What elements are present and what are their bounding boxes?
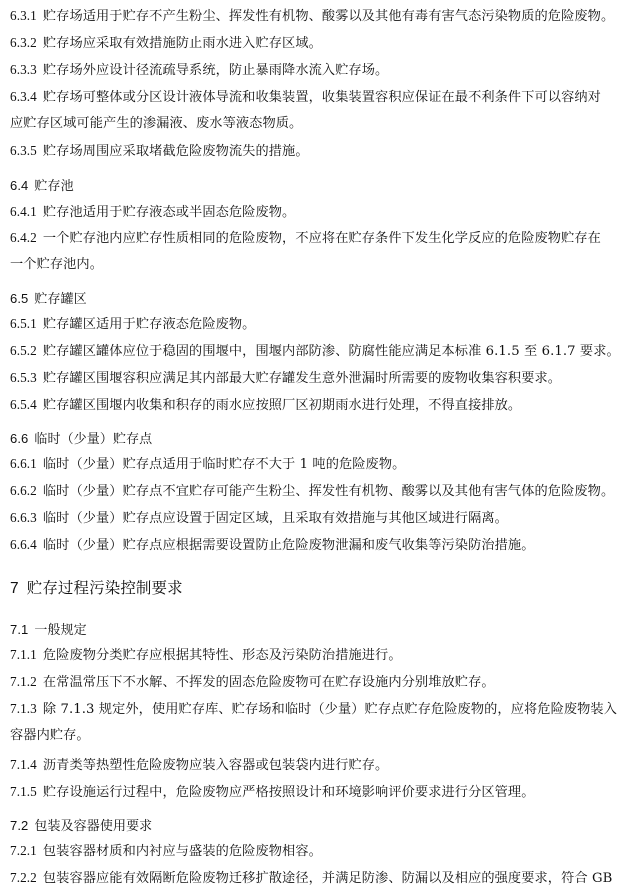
clause-6-5-3 — [10, 369, 636, 388]
clause-number: 7.2.1 — [10, 843, 37, 858]
clause-text: 贮存场可整体或分区设计液体导流和收集装置，收集装置容积应保证在最不利条件下可以容纳对 — [42, 90, 601, 105]
clause-text: 临时（少量）贮存点应根据需要设置防止危险废物泄漏和废气收集等污染防治措施。 — [42, 538, 535, 553]
clause-text: 贮存罐区围堰容积应满足其内部最大贮存罐发生意外泄漏时所需要的废物收集容积要求。 — [42, 371, 562, 386]
clause-7-1-5 — [10, 783, 636, 802]
clause-6-3-4-continuation: 应贮存区域可能产生的渗漏液、废水等液态物质。 — [10, 116, 303, 131]
clause-number: 7.1.3 — [10, 701, 37, 716]
clause-number: 6.3.5 — [10, 143, 37, 158]
clause-7-2-2 — [10, 869, 636, 888]
clause-6-3-2 — [10, 34, 636, 53]
section-heading-6-4 — [10, 177, 636, 196]
clause-number: 6.3.3 — [10, 62, 37, 77]
clause-number: 6.6.2 — [10, 483, 37, 498]
chapter-title: 贮存过程污染控制要求 — [26, 579, 183, 597]
clause-text: 包装容器材质和内衬应与盛装的危险废物相容。 — [42, 844, 322, 859]
clause-text: 贮存场适用于贮存不产生粉尘、挥发性有机物、酸雾以及其他有毒有害气态污染物质的危险废物。 — [42, 9, 615, 24]
clause-6-5-1 — [10, 315, 636, 334]
clause-number: 6.3.1 — [10, 8, 37, 23]
clause-number: 7.2.2 — [10, 870, 37, 885]
clause-text: 一个贮存池内应贮存性质相同的危险废物，不应将在贮存条件下发生化学反应的危险废物贮存在 — [42, 231, 601, 246]
clause-6-4-2-continuation: 一个贮存池内。 — [10, 257, 104, 272]
clause-number: 7.1.4 — [10, 757, 37, 772]
clause-number: 7.1.2 — [10, 674, 37, 689]
section-title: 贮存罐区 — [34, 292, 87, 307]
clause-6-6-4 — [10, 536, 636, 555]
clause-number: 6.6.1 — [10, 456, 37, 471]
section-title: 贮存池 — [34, 179, 74, 194]
clause-7-1-3-continuation: 容器内贮存。 — [10, 728, 90, 743]
clause-number: 6.6.4 — [10, 537, 37, 552]
clause-number: 7.1.5 — [10, 784, 37, 799]
clause-number: 6.4.2 — [10, 230, 37, 245]
section-heading-6-5 — [10, 290, 636, 309]
clause-7-2-1 — [10, 842, 636, 861]
clause-text: 危险废物分类贮存应根据其特性、形态及污染防治措施进行。 — [42, 648, 402, 663]
section-title: 临时（少量）贮存点 — [34, 432, 153, 447]
clause-6-4-1 — [10, 203, 636, 222]
section-number: 7.2 — [10, 818, 29, 833]
clause-text: 贮存场应采取有效措施防止雨水进入贮存区域。 — [42, 36, 322, 51]
section-number: 6.5 — [10, 291, 29, 306]
clause-6-4-2 — [10, 229, 636, 248]
clause-6-6-2 — [10, 482, 636, 501]
clause-number: 6.5.4 — [10, 397, 37, 412]
clause-text: 贮存场周围应采取堵截危险废物流失的措施。 — [42, 144, 309, 159]
clause-text: 沥青类等热塑性危险废物应装入容器或包装袋内进行贮存。 — [42, 758, 389, 773]
clause-text: 贮存场外应设计径流疏导系统，防止暴雨降水流入贮存场。 — [42, 63, 389, 78]
chapter-heading-7 — [10, 578, 636, 599]
clause-6-5-2 — [10, 342, 636, 361]
clause-number: 6.5.2 — [10, 343, 37, 358]
clause-6-3-5 — [10, 142, 636, 161]
clause-text: 贮存罐区适用于贮存液态危险废物。 — [42, 317, 256, 332]
section-heading-7-1 — [10, 621, 636, 640]
clause-text: 临时（少量）贮存点应设置于固定区域，且采取有效措施与其他区域进行隔离。 — [42, 511, 508, 526]
clause-number: 6.3.4 — [10, 89, 37, 104]
section-heading-6-6 — [10, 430, 636, 449]
clause-number: 6.3.2 — [10, 35, 37, 50]
clause-number: 6.5.1 — [10, 316, 37, 331]
clause-text: 包装容器应能有效隔断危险废物迁移扩散途径，并满足防渗、防漏以及相应的强度要求，符合 GB — [42, 871, 613, 886]
clause-number: 6.4.1 — [10, 204, 37, 219]
clause-text: 贮存池适用于贮存液态或半固态危险废物。 — [42, 205, 296, 220]
clause-text: 临时（少量）贮存点不宜贮存可能产生粉尘、挥发性有机物、酸雾以及其他有害气体的危险废物。 — [42, 484, 615, 499]
clause-text: 临时（少量）贮存点适用于临时贮存不大于 1 吨的危险废物。 — [42, 457, 406, 472]
clause-7-1-3 — [10, 700, 636, 719]
clause-6-6-3 — [10, 509, 636, 528]
clause-number: 6.5.3 — [10, 370, 37, 385]
section-title: 包装及容器使用要求 — [34, 819, 153, 834]
section-number: 6.6 — [10, 431, 29, 446]
clause-text: 贮存设施运行过程中，危险废物应严格按照设计和环境影响评价要求进行分区管理。 — [42, 785, 535, 800]
clause-text: 贮存罐区围堰内收集和积存的雨水应按照厂区初期雨水进行处理，不得直接排放。 — [42, 398, 522, 413]
clause-text: 在常温常压下不水解、不挥发的固态危险废物可在贮存设施内分别堆放贮存。 — [42, 675, 495, 690]
section-number: 7.1 — [10, 622, 29, 637]
clause-7-1-1 — [10, 646, 636, 665]
section-number: 6.4 — [10, 178, 29, 193]
section-heading-7-2 — [10, 817, 636, 836]
chapter-number: 7 — [10, 580, 19, 597]
clause-text: 贮存罐区罐体应位于稳固的围堰中，围堰内部防渗、防腐性能应满足本标准 6.1.5 至 6.1.7 要求。 — [42, 344, 620, 359]
clause-7-1-2 — [10, 673, 636, 692]
clause-text: 除 7.1.3 规定外，使用贮存库、贮存场和临时（少量）贮存点贮存危险废物的，应将危险废物装入 — [42, 702, 618, 717]
clause-number: 6.6.3 — [10, 510, 37, 525]
clause-6-3-3 — [10, 61, 636, 80]
clause-7-1-4 — [10, 756, 636, 775]
clause-6-3-1 — [10, 7, 636, 26]
clause-6-6-1 — [10, 455, 636, 474]
clause-6-5-4 — [10, 396, 636, 415]
clause-6-3-4 — [10, 88, 636, 107]
clause-number: 7.1.1 — [10, 647, 37, 662]
section-title: 一般规定 — [34, 623, 87, 638]
